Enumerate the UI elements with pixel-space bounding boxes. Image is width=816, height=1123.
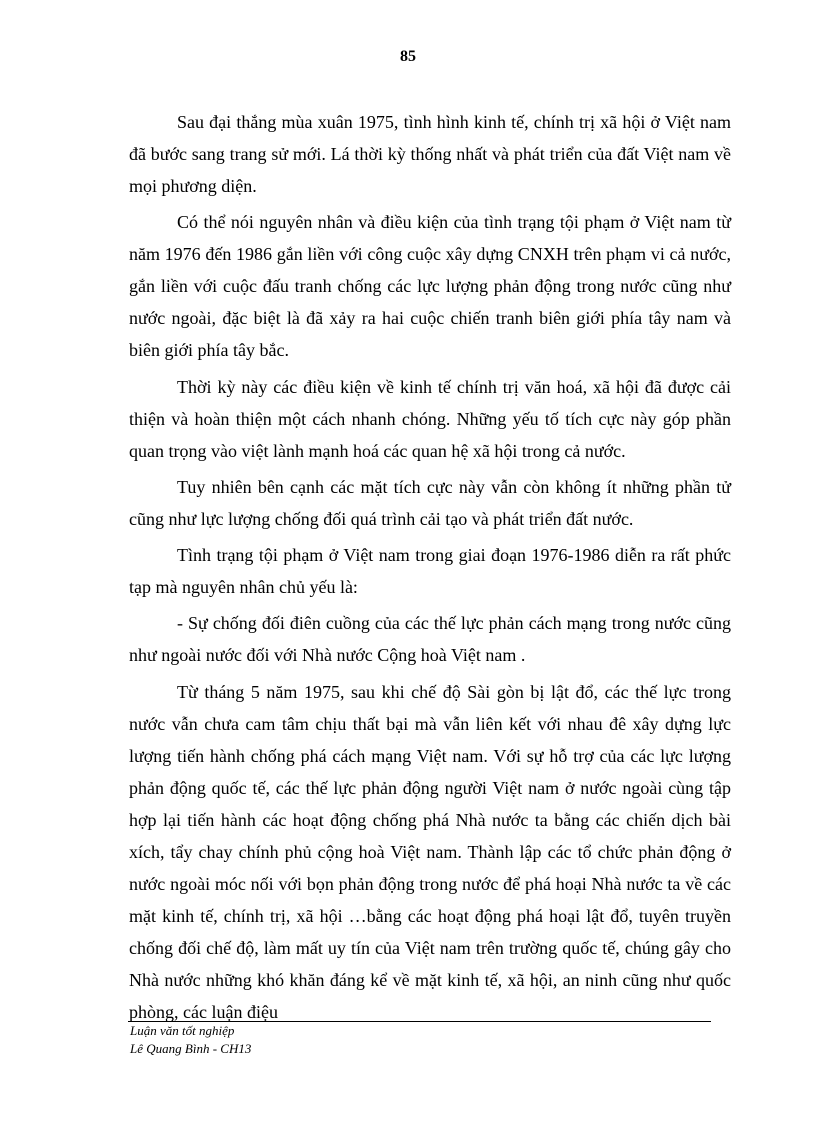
paragraph: Thời kỳ này các điều kiện về kinh tế chính trị văn hoá, xã hội đã được cải thiện và hoàn thiện một cách nhanh chóng. Những yếu tố tích cực này góp phần quan trọng vào việt lành mạnh hoá các quan hệ xã hội trong cả nước. [129,376,731,461]
body-text [129,106,731,1032]
footer [130,1022,251,1058]
paragraph: Tuy nhiên bên cạnh các mặt tích cực này vẫn còn không ít những phần tử cũng như lực lượng chống đối quá trình cải tạo và phát triển đất nước. [129,476,731,529]
paragraph: Tình trạng tội phạm ở Việt nam trong giai đoạn 1976-1986 diễn ra rất phức tạp mà nguyên nhân chủ yếu là: [129,545,731,598]
paragraph: Sau đại thắng mùa xuân 1975, tình hình kinh tế, chính trị xã hội ở Việt nam đã bước sang trang sử mới. Lá thời kỳ thống nhất và phát triển của đất Việt nam về mọi phương diện. [129,112,731,196]
paragraph: Từ tháng 5 năm 1975, sau khi chế độ Sài gòn bị lật đổ, các thế lực trong nước vẫn chưa cam tâm chịu thất bại mà vẫn liên kết với nhau đê xây dựng lực lượng tiến hành chống phá cách mạng Việt nam. Với sự hỗ trợ của các lực lượng phản động quốc tế, các thế lực phản động người Việt nam ở nước ngoài cùng tập hợp lại tiến hành các hoạt động chống phá Nhà nước ta bằng các chiến dịch bài xích, tẩy chay chính phủ cộng hoà Việt nam. Thành lập các tổ chức phản động ở nước ngoài móc nối với bọn phản động trong nước để phá hoại Nhà nước ta về các mặt kinh tế, chính trị, xã hội …bằng các hoạt động phá hoại lật đổ, tuyên truyền chống đối chế độ, làm mất uy tín của Việt nam trên trường quốc tế, chúng gây cho Nhà nước những khó khăn đáng kể về mặt kinh tế, xã hội, an ninh cũng như quốc phòng, các luận điệu [129,681,731,1022]
footer-author: Lê Quang Bình - CH13 [130,1041,252,1056]
footer-thesis-label: Luận văn tốt nghiệp [130,1023,235,1038]
paragraph: - Sự chống đối điên cuồng của các thế lực phản cách mạng trong nước cũng như ngoài nước đối với Nhà nước Cộng hoà Việt nam . [129,613,731,666]
page-number: 85 [400,48,416,65]
paragraph: Có thể nói nguyên nhân và điều kiện của tình trạng tội phạm ở Việt nam từ năm 1976 đến 1986 gắn liền với công cuộc xây dựng CNXH trên phạm vi cả nước, gắn liền với cuộc đấu tranh chống các lực lượng phản động trong nước cũng như nước ngoài, đặc biệt là đã xảy ra hai cuộc chiến tranh biên giới phía tây nam và biên giới phía tây bắc. [129,212,731,361]
